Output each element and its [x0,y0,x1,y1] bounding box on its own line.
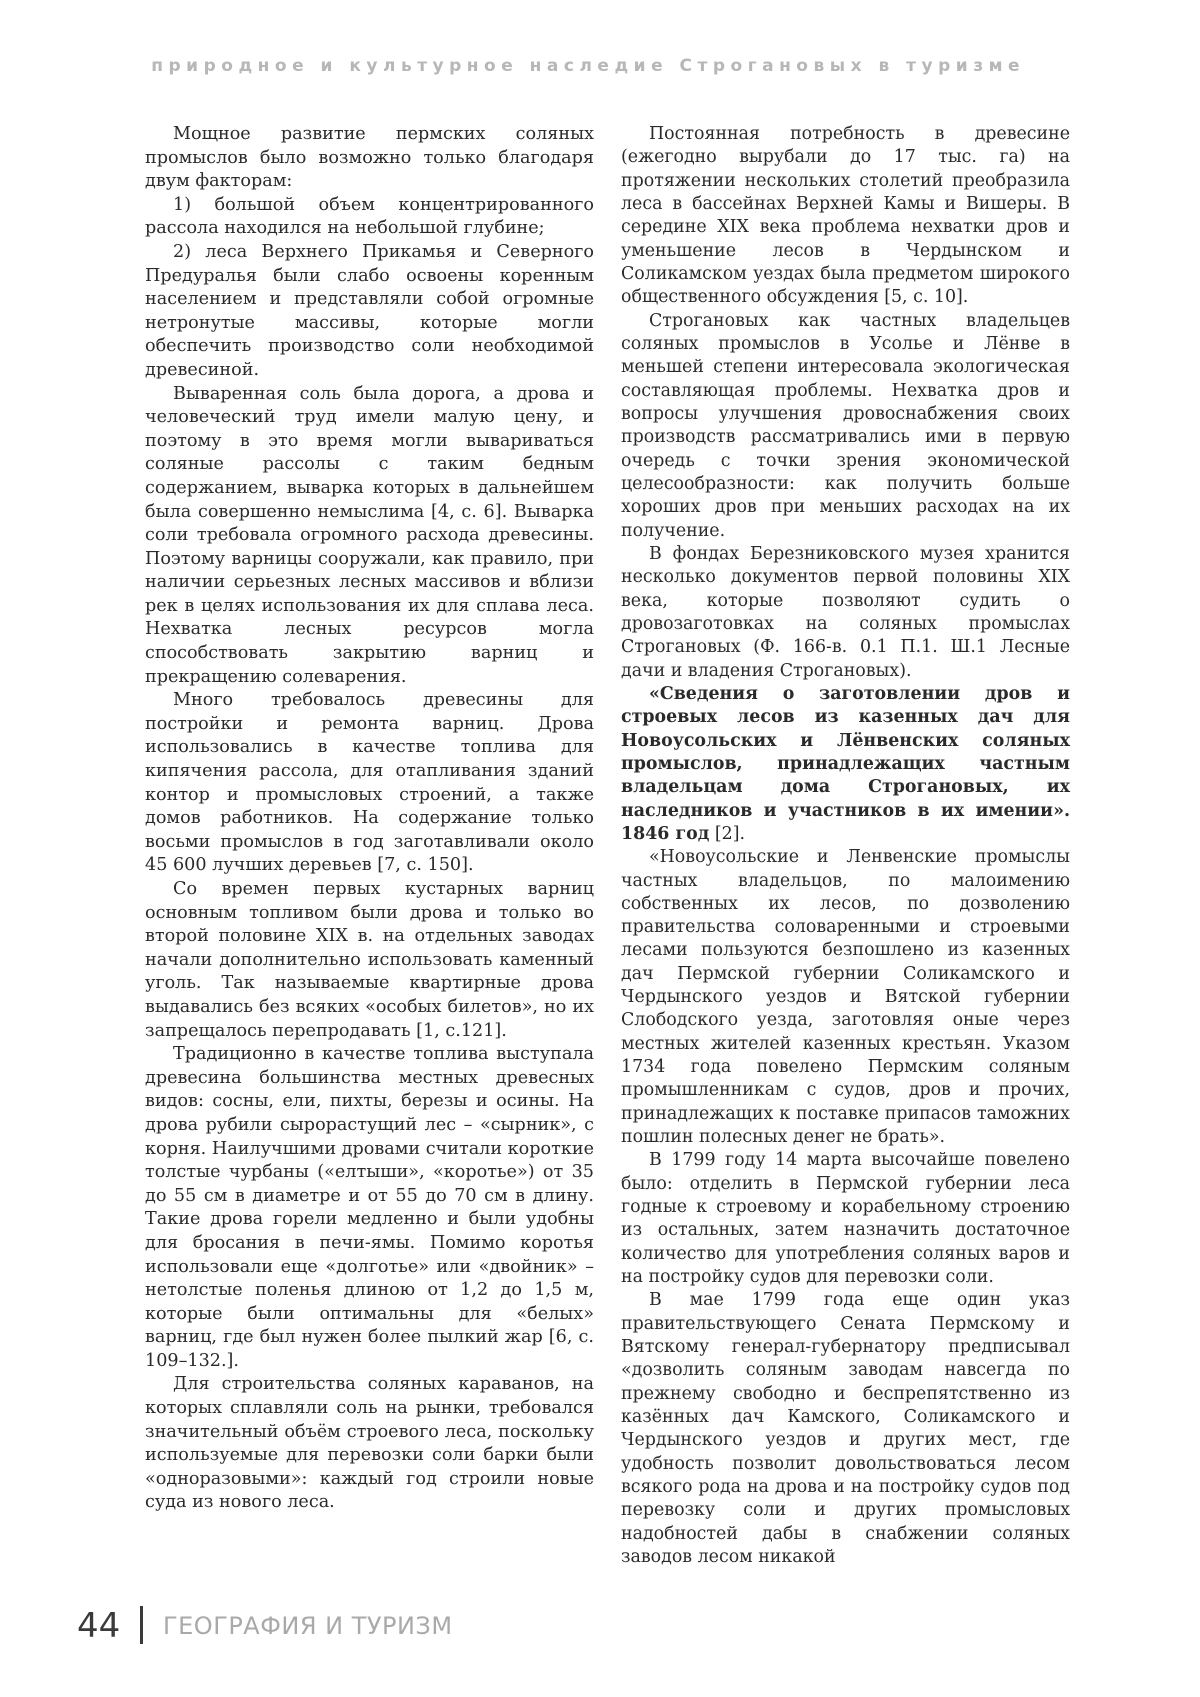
citation: [2]. [709,823,746,844]
footer-divider [140,1606,143,1644]
page-number: 44 [77,1606,121,1646]
paragraph: Для строительства соляных караванов, на которых сплавляли соль на рынки, требовался значительный объём строевого леса, поскольку используемые для перевозки соли барки были «одноразовыми»: каждый год строили новые суда из нового леса. [145,1374,594,1513]
paragraph: Со времен первых кустарных варниц основным топливом были дрова и только во второй половине XIX в. на отдельных заводах начали дополнительно использовать каменный уголь. Так называемые квартирные дрова выдавались без всяких «особых билетов», но их запрещалось перепродавать [1, с.121]. [145,879,594,1041]
paragraph: В 1799 году 14 марта высочайше повелено было: отделить в Пермской губернии леса годные к строевому и корабельному строению из остальных, затем назначить достаточное количество для употребления соляных варов и на постройку судов для перевозки соли. [621,1150,1070,1288]
right-column [621,123,1070,1569]
journal-title: ГЕОГРАФИЯ И ТУРИЗМ [163,1612,453,1640]
paragraph: В фондах Березниковского музея хранится несколько документов первой половины XIX века, которые позволяют судить о дровозаготовках на соляных промыслах Строгановых (Ф. 166-в. 0.1 П.1. Ш.1 Лесные дачи и владения Строгановых). [621,543,1070,681]
list-item: 2) леса Верхнего Прикамья и Северного Предуралья были слабо освоены коренным населением и представляли собой огромные нетронутые массивы, которые могли обеспечить производство соли необходимой древесиной. [145,241,594,380]
paragraph: Традиционно в качестве топлива выступала древесина большинства местных древесных видов: сосны, ели, пихты, березы и осины. На дрова рубили сырорастущий лес – «сырник», с корня. Наилучшими дровами считали короткие толстые чурбаны («елтыши», «коротье») от 35 до 55 см в диаметре и от 55 до 70 см в длину. Такие дрова горели медленно и были удобны для бросания в печи-ямы. Помимо коротья использовали еще «долготье» или «двойник» – нетолстые поленья длиною от 1,2 до 1,5 м, которые были оптимальны для «белых» варниц, где был нужен более пылкий жар [6, с. 109–132.]. [145,1044,594,1371]
document-title-paragraph [621,683,1070,846]
running-header: природное и культурное наследие Строгановых в туризме [151,56,1025,76]
paragraph: Вываренная соль была дорога, а дрова и человеческий труд имели малую цену, и поэтому в это время могли вывариваться соляные рассолы с таким бедным содержанием, выварка которых в дальнейшем была совершенно немыслима [4, с. 6]. Выварка соли требовала огромного расхода древесины. Поэтому варницы сооружали, как правило, при наличии серьезных лесных массивов и вблизи рек в целях использования их для сплава леса. Нехватка лесных ресурсов могла способствовать закрытию варниц и прекращению солеварения. [145,383,594,687]
document-title: «Сведения о заготовлении дров и строевых лесов из казенных дач для Новоусольских и Лёнвенских соляных промыслов, принадлежащих частным владельцам дома Строгановых, их наследников и участников в их имении». 1846 год [621,683,1070,844]
list-item: 1) большой объем концентрированного рассола находился на небольшой глубине; [145,194,594,239]
paragraph: Мощное развитие пермских соляных промыслов было возможно только благодаря двум факторам: [145,124,594,192]
left-column [145,123,594,1515]
paragraph: Много требовалось древесины для постройки и ремонта варниц. Дрова использовались в качестве топлива для кипячения рассола, для отапливания зданий контор и промысловых строений, а также домов работников. На содержание только восьми промыслов в год заготавливали около 45 600 лучших деревьев [7, с. 150]. [145,690,594,876]
quote-paragraph: «Новоусольские и Ленвенские промыслы частных владельцов, по малоимению собственных их лесов, по дозволению правительства соловаренными и строевыми лесами пользуются безпошлено из казенных дач Пермской губернии Соликамского и Чердынского уездов и Вятской губернии Слободского уезда, заготовляя оные через местных жителей казенных крестьян. Указом 1734 года повелено Пермским соляным промышленникам с судов, дров и прочих, принадлежащих к поставке припасов таможних пошлин полесных денег не брать». [621,847,1070,1148]
paragraph: Строгановых как частных владельцев соляных промыслов в Усолье и Лёнве в меньшей степени интересовала экологическая составляющая проблемы. Нехватка дров и вопросы улучшения дровоснабжения своих производств рассматривались ими в первую очередь с точки зрения экономической целесообразности: как получить больше хороших дров при меньших расходах на их получение. [621,310,1070,541]
paragraph: В мае 1799 года еще один указ правительствующего Сената Пермскому и Вятскому генерал-губернатору предписывал «дозволить соляным заводам навсегда по прежнему свободно и беспрепятственно из казённых дач Камского, Соликамского и Чердынского уездов и других мест, где удобность позволит довольствоваться лесом всякого рода на дрова и на постройку судов под перевозку соли и других промысловых надобностей дабы в снабжении соляных заводов лесом никакой [621,1290,1070,1568]
paragraph: Постоянная потребность в древесине (ежегодно вырубали до 17 тыс. га) на протяжении нескольких столетий преобразила леса в бассейнах Верхней Камы и Вишеры. В середине XIX века проблема нехватки дров и уменьшение лесов в Чердынском и Соликамском уездах была предметом широкого общественного обсуждения [5, с. 10]. [621,124,1070,308]
